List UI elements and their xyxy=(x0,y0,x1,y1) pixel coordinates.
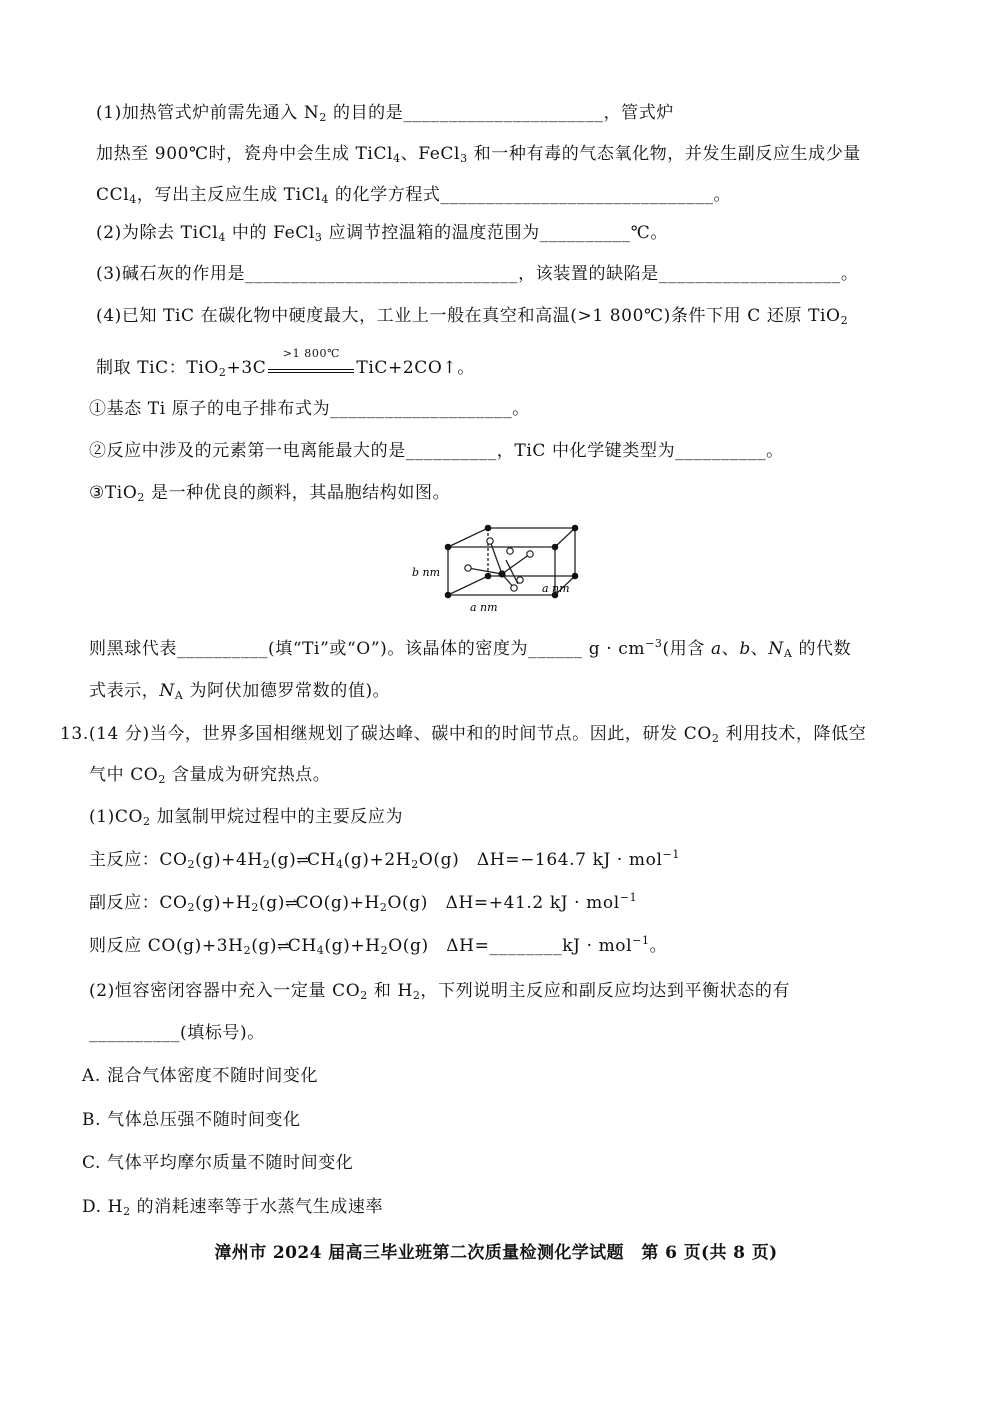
reaction-condition-arrow: >1 800℃ xyxy=(268,358,354,373)
option-b: B. 气体总压强不随时间变化 xyxy=(82,1110,301,1130)
q13-part2-line1: (2)恒容密闭容器中充入一定量 $CO_2$ 和 $H_2$，下列说明主反应和副反应均达到平衡状态的有 xyxy=(89,981,791,1002)
option-a: A. 混合气体密度不随时间变化 xyxy=(82,1066,319,1086)
figure-label-a-bottom: a nm xyxy=(470,601,498,614)
q12-sub3: ③TiO$_2$ 是一种优良的颜料，其晶胞结构如图。 xyxy=(89,483,451,504)
q13-stem-line1: 13.(14 分)当今，世界多国相继规划了碳达峰、碳中和的时间节点。因此，研发 $CO_2$ 利用技术，降低空 xyxy=(60,724,867,745)
q12-sub4-line1: 则黑球代表__________(填“Ti”或“O”)。该晶体的密度为______ $g \cdot cm^{-3}$(用含 a、b、$N_A$ 的代数 xyxy=(89,637,852,660)
q12-part4-line2: 制取 TiC：TiO$_2$+3C >1 800℃ TiC+2CO↑。 xyxy=(96,347,475,379)
q13-side-reaction: 副反应：$CO_2(g)+H_2(g)\rightleftharpoons CO(g)+H_2O(g)$ ΔH=+41.2 kJ · mol$^{-1}$ xyxy=(89,891,638,914)
q13-part2-line2: __________(填标号)。 xyxy=(89,1023,265,1043)
q12-part1-line2: 加热至 900℃时，瓷舟中会生成 TiCl$_4$、FeCl$_3$ 和一种有毒的气态氧化物，并发生副反应生成少量 xyxy=(96,144,861,165)
q12-part1-line3: CCl$_4$，写出主反应生成 TiCl$_4$ 的化学方程式______________________________。 xyxy=(96,185,732,206)
option-d: D. $H_2$ 的消耗速率等于水蒸气生成速率 xyxy=(82,1197,384,1218)
q12-sub2: ②反应中涉及的元素第一电离能最大的是__________，TiC 中化学键类型为__________。 xyxy=(89,441,784,461)
q13-main-reaction: 主反应：$CO_2(g)+4H_2(g)\rightleftharpoons CH_4(g)+2H_2O(g)$ ΔH=−164.7 kJ · mol$^{-1}$ xyxy=(89,848,680,871)
figure-label-a-right: a nm xyxy=(542,582,570,595)
q12-part3: (3)碱石灰的作用是______________________________，该装置的缺陷是____________________。 xyxy=(96,264,859,284)
option-c: C. 气体平均摩尔质量不随时间变化 xyxy=(82,1153,354,1173)
q13-part1: $(1)CO_2$ 加氢制甲烷过程中的主要反应为 xyxy=(89,807,404,828)
q12-part4-line1: (4)已知 TiC 在碳化物中硬度最大，工业上一般在真空和高温(>1 800℃)条件下用 C 还原 TiO$_2$ xyxy=(96,306,849,327)
q12-part1-line1: (1)加热管式炉前需先通入 $N_2$ 的目的是______________________，管式炉 xyxy=(96,103,674,124)
figure-label-b: b nm xyxy=(412,566,441,579)
q12-part2: (2)为除去 TiCl$_4$ 中的 FeCl$_3$ 应调节控温箱的温度范围为__________℃。 xyxy=(96,223,668,244)
q12-sub4-line2: 式表示，$N_A$ 为阿伏加德罗常数的值)。 xyxy=(89,681,391,702)
q13-target-reaction: 则反应 $CO(g)+3H_2(g)\rightleftharpoons CH_4(g)+H_2O(g)$ ΔH=________kJ · mol$^{-1}$。 xyxy=(89,934,668,957)
crystal-cell-figure xyxy=(410,518,580,614)
q12-sub1: ①基态 Ti 原子的电子排布式为____________________。 xyxy=(89,399,530,419)
page-footer: 漳州市 2024 届高三毕业班第二次质量检测化学试题 第 6 页(共 8 页) xyxy=(214,1243,778,1263)
q13-stem-line2: 气中 $CO_2$ 含量成为研究热点。 xyxy=(89,765,331,786)
